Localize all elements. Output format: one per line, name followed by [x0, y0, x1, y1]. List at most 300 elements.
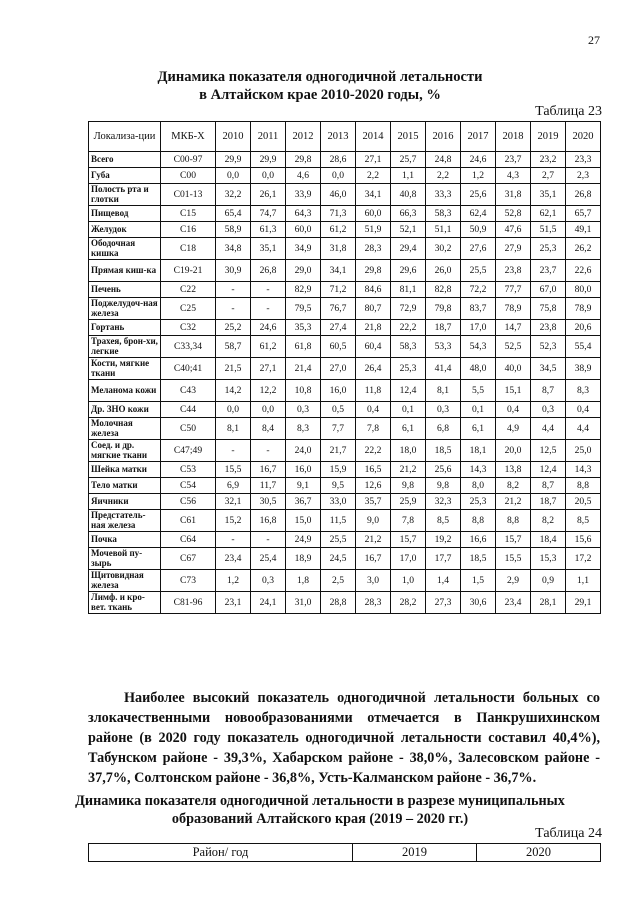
row-value: 34,9: [286, 238, 321, 260]
row-localization: Соед. и др. мягкие ткани: [89, 440, 161, 462]
table-row: [89, 510, 601, 532]
row-value: 16,5: [356, 462, 391, 478]
row-value: 23,8: [496, 260, 531, 282]
row-value: 24,6: [461, 152, 496, 168]
row-localization: Всего: [89, 152, 161, 168]
row-value: 66,3: [391, 206, 426, 222]
row-icd-code: C18: [161, 238, 216, 260]
table23-body: [89, 152, 601, 614]
row-value: 1,4: [426, 570, 461, 592]
row-value: 29,9: [216, 152, 251, 168]
header-year: 2019: [531, 122, 566, 152]
row-value: 1,1: [391, 168, 426, 184]
row-value: 20,6: [566, 320, 601, 336]
row-value: -: [251, 282, 286, 298]
row-value: 25,6: [461, 184, 496, 206]
row-value: 11,5: [321, 510, 356, 532]
row-value: 71,2: [321, 282, 356, 298]
table-row: [89, 478, 601, 494]
row-value: 8,0: [461, 478, 496, 494]
row-icd-code: C54: [161, 478, 216, 494]
header-localization: Локализа-ции: [89, 122, 161, 152]
row-value: 1,1: [566, 570, 601, 592]
row-value: 0,0: [251, 168, 286, 184]
row-value: 29,0: [286, 260, 321, 282]
header-year: 2011: [251, 122, 286, 152]
row-value: 34,1: [356, 184, 391, 206]
row-value: 67,0: [531, 282, 566, 298]
row-localization: Губа: [89, 168, 161, 184]
row-value: 72,9: [391, 298, 426, 320]
row-value: 24,9: [286, 532, 321, 548]
row-value: 8,1: [216, 418, 251, 440]
header-region: Район/ год: [89, 844, 353, 862]
row-value: 4,3: [496, 168, 531, 184]
row-icd-code: C50: [161, 418, 216, 440]
row-value: 0,3: [531, 402, 566, 418]
row-value: 61,2: [251, 336, 286, 358]
row-value: 29,9: [251, 152, 286, 168]
row-value: 52,3: [531, 336, 566, 358]
row-value: 23,4: [216, 548, 251, 570]
summary-text: Наиболее высокий показатель одногодичной летальности больных со злокачественными новообразованиями отмечается в Панкрушихинском районе (в 2020 году показатель одногодичной летальности составил 40,4%), Табунском районе - 39,3%, Хабарском районе - 38,0%, Залесовском районе - 37,7%, Солтонском районе - 36,8%, Усть-Калманском районе - 36,7%.: [88, 690, 600, 786]
row-value: 8,7: [531, 478, 566, 494]
row-value: 15,9: [321, 462, 356, 478]
row-value: 15,7: [496, 532, 531, 548]
row-value: 26,8: [251, 260, 286, 282]
row-value: 19,2: [426, 532, 461, 548]
row-value: 16,8: [251, 510, 286, 532]
row-value: 16,7: [356, 548, 391, 570]
row-value: 12,5: [531, 440, 566, 462]
row-value: 74,7: [251, 206, 286, 222]
row-value: 1,0: [391, 570, 426, 592]
row-value: 18,0: [391, 440, 426, 462]
row-localization: Др. ЗНО кожи: [89, 402, 161, 418]
row-value: 6,1: [391, 418, 426, 440]
row-value: 18,7: [531, 494, 566, 510]
row-value: 82,8: [426, 282, 461, 298]
row-value: 26,8: [566, 184, 601, 206]
header-year: 2018: [496, 122, 531, 152]
row-value: 17,0: [391, 548, 426, 570]
row-value: 28,3: [356, 238, 391, 260]
row-value: 0,1: [461, 402, 496, 418]
row-value: 81,1: [391, 282, 426, 298]
row-value: 6,9: [216, 478, 251, 494]
row-value: 27,1: [356, 152, 391, 168]
row-value: 33,9: [286, 184, 321, 206]
row-value: 26,0: [426, 260, 461, 282]
row-icd-code: C33,34: [161, 336, 216, 358]
row-localization: Гортань: [89, 320, 161, 336]
table-row: [89, 320, 601, 336]
row-value: 9,8: [391, 478, 426, 494]
row-value: 17,7: [426, 548, 461, 570]
row-value: -: [251, 298, 286, 320]
row-value: 9,1: [286, 478, 321, 494]
row-value: 35,7: [356, 494, 391, 510]
row-value: 61,8: [286, 336, 321, 358]
row-value: 27,1: [251, 358, 286, 380]
row-value: 17,2: [566, 548, 601, 570]
row-value: 62,1: [531, 206, 566, 222]
row-value: 34,1: [321, 260, 356, 282]
row-value: 80,7: [356, 298, 391, 320]
row-value: 23,2: [531, 152, 566, 168]
row-icd-code: C73: [161, 570, 216, 592]
row-value: 8,2: [496, 478, 531, 494]
table-row: [89, 570, 601, 592]
row-value: 0,5: [321, 402, 356, 418]
row-value: 30,9: [216, 260, 251, 282]
row-value: 7,8: [391, 510, 426, 532]
table24-title: [0, 792, 640, 828]
row-value: 49,1: [566, 222, 601, 238]
table-row: [89, 222, 601, 238]
row-icd-code: C47;49: [161, 440, 216, 462]
row-localization: Лимф. и кро-вет. ткань: [89, 592, 161, 614]
row-value: 15,6: [566, 532, 601, 548]
row-value: 32,2: [216, 184, 251, 206]
row-value: 4,4: [566, 418, 601, 440]
row-icd-code: C19-21: [161, 260, 216, 282]
header-year: 2012: [286, 122, 321, 152]
table23-title-line2: в Алтайском крае 2010-2020 годы, %: [199, 87, 441, 103]
row-value: 28,6: [321, 152, 356, 168]
row-value: 21,5: [216, 358, 251, 380]
row-value: 25,3: [531, 238, 566, 260]
row-value: 30,5: [251, 494, 286, 510]
row-value: 34,8: [216, 238, 251, 260]
row-value: 23,3: [566, 152, 601, 168]
row-value: 51,1: [426, 222, 461, 238]
table24: [88, 843, 601, 862]
row-localization: Печень: [89, 282, 161, 298]
row-value: 1,5: [461, 570, 496, 592]
row-value: 9,0: [356, 510, 391, 532]
row-value: 60,5: [321, 336, 356, 358]
page-number: 27: [588, 33, 600, 47]
row-value: 64,3: [286, 206, 321, 222]
row-value: 29,6: [391, 260, 426, 282]
row-value: 31,0: [286, 592, 321, 614]
row-localization: Ободочная кишка: [89, 238, 161, 260]
row-value: 14,3: [461, 462, 496, 478]
table-row: [89, 440, 601, 462]
row-value: 38,9: [566, 358, 601, 380]
row-value: 23,7: [531, 260, 566, 282]
row-value: 21,2: [391, 462, 426, 478]
row-value: 18,9: [286, 548, 321, 570]
row-value: 4,9: [496, 418, 531, 440]
row-value: 8,4: [251, 418, 286, 440]
row-localization: Мочевой пу-зырь: [89, 548, 161, 570]
row-icd-code: C56: [161, 494, 216, 510]
row-value: -: [216, 532, 251, 548]
row-value: 15,5: [496, 548, 531, 570]
row-value: 7,8: [356, 418, 391, 440]
row-value: 32,3: [426, 494, 461, 510]
summary-paragraph: [88, 688, 600, 788]
row-value: 25,7: [391, 152, 426, 168]
row-value: 1,2: [461, 168, 496, 184]
row-value: 58,3: [391, 336, 426, 358]
row-value: 52,1: [391, 222, 426, 238]
row-localization: Поджелудоч-ная железа: [89, 298, 161, 320]
row-value: 32,1: [216, 494, 251, 510]
row-localization: Яичники: [89, 494, 161, 510]
row-value: 1,8: [286, 570, 321, 592]
header-year-2020: 2020: [477, 844, 601, 862]
row-value: -: [251, 440, 286, 462]
row-value: 50,9: [461, 222, 496, 238]
row-localization: Предстатель-ная железа: [89, 510, 161, 532]
row-value: 72,2: [461, 282, 496, 298]
row-value: 28,8: [321, 592, 356, 614]
row-value: 8,8: [566, 478, 601, 494]
row-value: 29,1: [566, 592, 601, 614]
row-value: 46,0: [321, 184, 356, 206]
table-row: [89, 152, 601, 168]
row-value: 17,0: [461, 320, 496, 336]
row-icd-code: C81-96: [161, 592, 216, 614]
header-year: 2010: [216, 122, 251, 152]
row-value: 11,8: [356, 380, 391, 402]
row-value: 12,4: [531, 462, 566, 478]
row-value: 33,0: [321, 494, 356, 510]
row-value: 25,9: [391, 494, 426, 510]
header-year: 2016: [426, 122, 461, 152]
row-value: 9,8: [426, 478, 461, 494]
row-value: 0,0: [216, 168, 251, 184]
row-value: 12,2: [251, 380, 286, 402]
row-icd-code: C01-13: [161, 184, 216, 206]
row-value: 21,8: [356, 320, 391, 336]
row-localization: Тело матки: [89, 478, 161, 494]
row-value: 60,0: [356, 206, 391, 222]
row-value: 40,8: [391, 184, 426, 206]
row-value: 0,3: [251, 570, 286, 592]
row-value: 60,0: [286, 222, 321, 238]
row-value: 8,3: [566, 380, 601, 402]
row-icd-code: C67: [161, 548, 216, 570]
table23-header-row: [89, 122, 601, 152]
row-value: 24,6: [251, 320, 286, 336]
row-value: 24,1: [251, 592, 286, 614]
row-value: 0,0: [216, 402, 251, 418]
row-value: 41,4: [426, 358, 461, 380]
row-value: 23,4: [496, 592, 531, 614]
row-value: 35,1: [251, 238, 286, 260]
row-value: 15,3: [531, 548, 566, 570]
row-value: 60,4: [356, 336, 391, 358]
table-row: [89, 418, 601, 440]
row-value: 26,1: [251, 184, 286, 206]
row-value: 21,7: [321, 440, 356, 462]
row-value: 2,5: [321, 570, 356, 592]
row-value: 15,0: [286, 510, 321, 532]
row-value: 6,8: [426, 418, 461, 440]
table-row: [89, 298, 601, 320]
row-value: 16,7: [251, 462, 286, 478]
row-value: 65,4: [216, 206, 251, 222]
row-value: 14,2: [216, 380, 251, 402]
header-year: 2013: [321, 122, 356, 152]
table-row: [89, 206, 601, 222]
row-value: 79,5: [286, 298, 321, 320]
row-value: 52,5: [496, 336, 531, 358]
header-year: 2014: [356, 122, 391, 152]
row-value: 22,6: [566, 260, 601, 282]
row-icd-code: C61: [161, 510, 216, 532]
row-localization: Меланома кожи: [89, 380, 161, 402]
row-value: 30,6: [461, 592, 496, 614]
row-value: 55,4: [566, 336, 601, 358]
row-value: 18,4: [531, 532, 566, 548]
table-row: [89, 358, 601, 380]
row-value: 61,2: [321, 222, 356, 238]
row-value: 24,0: [286, 440, 321, 462]
row-icd-code: C44: [161, 402, 216, 418]
row-value: 18,7: [426, 320, 461, 336]
row-value: 29,4: [391, 238, 426, 260]
table-row: [89, 336, 601, 358]
row-value: 14,3: [566, 462, 601, 478]
row-icd-code: C32: [161, 320, 216, 336]
row-value: 24,8: [426, 152, 461, 168]
row-value: 51,9: [356, 222, 391, 238]
row-value: 52,8: [496, 206, 531, 222]
table24-label: Таблица 24: [535, 826, 602, 841]
row-value: 1,2: [216, 570, 251, 592]
row-value: 8,3: [286, 418, 321, 440]
row-value: -: [216, 282, 251, 298]
row-value: 25,3: [461, 494, 496, 510]
row-value: 26,2: [566, 238, 601, 260]
table-row: [89, 532, 601, 548]
row-value: 62,4: [461, 206, 496, 222]
row-value: 18,1: [461, 440, 496, 462]
row-value: 0,4: [496, 402, 531, 418]
row-value: 25,4: [251, 548, 286, 570]
row-icd-code: C00: [161, 168, 216, 184]
row-icd-code: C43: [161, 380, 216, 402]
row-icd-code: C15: [161, 206, 216, 222]
table-row: [89, 494, 601, 510]
row-value: 75,8: [531, 298, 566, 320]
row-value: 35,1: [531, 184, 566, 206]
row-value: 16,6: [461, 532, 496, 548]
table-row: [89, 184, 601, 206]
row-value: 33,3: [426, 184, 461, 206]
row-icd-code: C40;41: [161, 358, 216, 380]
row-value: 0,9: [531, 570, 566, 592]
row-value: 9,5: [321, 478, 356, 494]
header-icd: МКБ-Х: [161, 122, 216, 152]
row-localization: Желудок: [89, 222, 161, 238]
row-value: 78,9: [566, 298, 601, 320]
row-value: 48,0: [461, 358, 496, 380]
row-icd-code: C16: [161, 222, 216, 238]
row-value: 0,3: [286, 402, 321, 418]
row-value: 27,6: [461, 238, 496, 260]
header-year: 2020: [566, 122, 601, 152]
row-value: 21,4: [286, 358, 321, 380]
row-value: -: [216, 440, 251, 462]
row-value: 8,8: [496, 510, 531, 532]
row-value: 29,8: [286, 152, 321, 168]
row-localization: Трахея, брон-хи, легкие: [89, 336, 161, 358]
row-value: 53,3: [426, 336, 461, 358]
row-value: 23,1: [216, 592, 251, 614]
row-value: 8,5: [566, 510, 601, 532]
row-value: 8,1: [426, 380, 461, 402]
row-value: 23,8: [531, 320, 566, 336]
row-value: -: [251, 532, 286, 548]
table23-title-line1: Динамика показателя одногодичной летальности: [157, 69, 483, 85]
row-value: 58,7: [216, 336, 251, 358]
table24-title-line1: Динамика показателя одногодичной летальности в разрезе муниципальных: [75, 793, 565, 809]
row-localization: Молочная железа: [89, 418, 161, 440]
row-value: 10,8: [286, 380, 321, 402]
table-row: [89, 380, 601, 402]
row-value: 5,5: [461, 380, 496, 402]
row-value: 25,2: [216, 320, 251, 336]
table23-label: Таблица 23: [535, 104, 602, 119]
row-value: 0,0: [321, 168, 356, 184]
row-value: 84,6: [356, 282, 391, 298]
row-localization: Полость рта и глотки: [89, 184, 161, 206]
row-localization: Кости, мягкие ткани: [89, 358, 161, 380]
row-value: 30,2: [426, 238, 461, 260]
row-value: 27,0: [321, 358, 356, 380]
row-value: 65,7: [566, 206, 601, 222]
row-value: 23,7: [496, 152, 531, 168]
table-row: [89, 282, 601, 298]
table-row: [89, 238, 601, 260]
row-value: 18,5: [426, 440, 461, 462]
row-value: 28,3: [356, 592, 391, 614]
row-value: 82,9: [286, 282, 321, 298]
table24-header-row: [89, 844, 601, 862]
row-value: 25,3: [391, 358, 426, 380]
row-value: 20,5: [566, 494, 601, 510]
row-value: 12,4: [391, 380, 426, 402]
row-value: 13,8: [496, 462, 531, 478]
row-value: 0,1: [391, 402, 426, 418]
row-value: 18,5: [461, 548, 496, 570]
row-value: 22,2: [356, 440, 391, 462]
row-localization: Почка: [89, 532, 161, 548]
row-value: 8,2: [531, 510, 566, 532]
row-localization: Шейка матки: [89, 462, 161, 478]
row-value: 3,0: [356, 570, 391, 592]
row-value: 11,7: [251, 478, 286, 494]
row-value: 0,4: [566, 402, 601, 418]
row-value: 0,3: [426, 402, 461, 418]
row-value: 61,3: [251, 222, 286, 238]
row-icd-code: C64: [161, 532, 216, 548]
row-value: 25,5: [321, 532, 356, 548]
table23: [88, 121, 601, 614]
row-value: 27,3: [426, 592, 461, 614]
row-value: 34,5: [531, 358, 566, 380]
row-icd-code: C22: [161, 282, 216, 298]
row-value: 58,3: [426, 206, 461, 222]
row-value: 2,2: [356, 168, 391, 184]
row-value: 29,8: [356, 260, 391, 282]
